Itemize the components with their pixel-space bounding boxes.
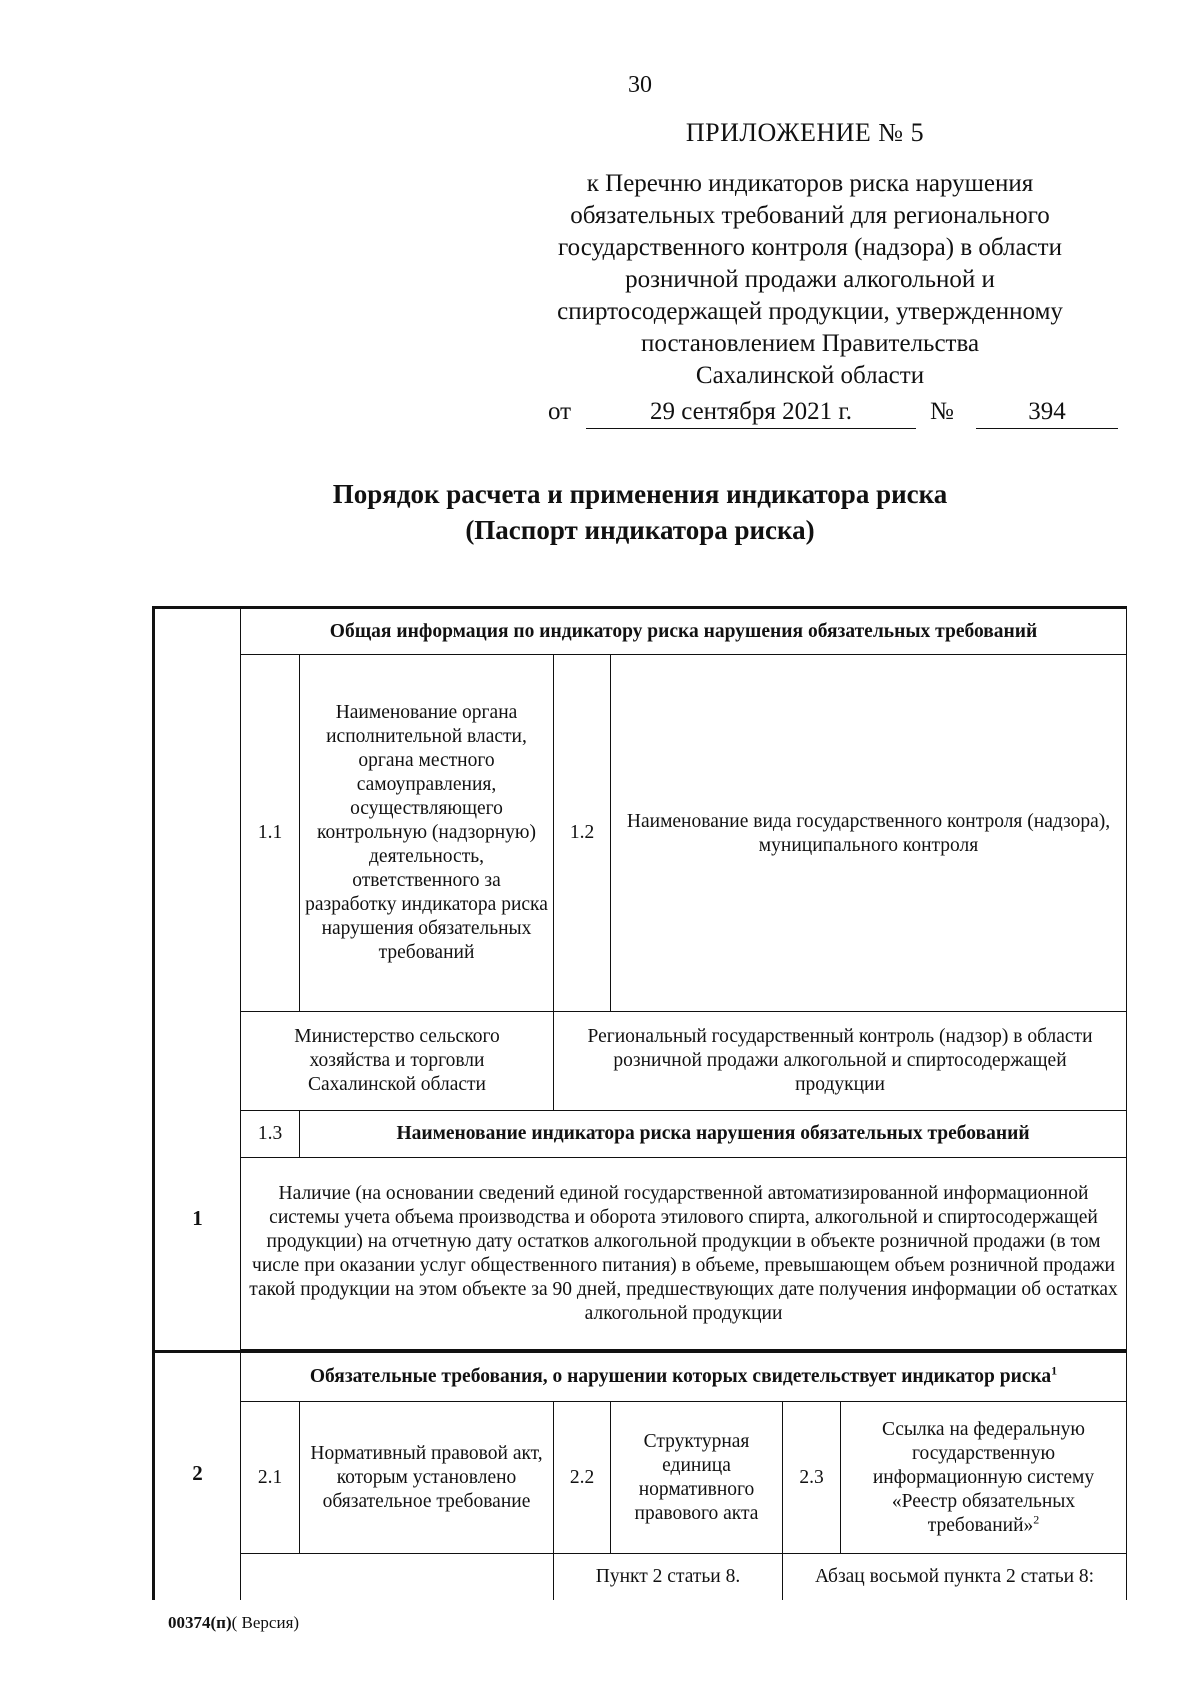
appendix-title: ПРИЛОЖЕНИЕ № 5	[685, 118, 925, 147]
item-2-1-label: Нормативный правовой акт, которым установлено обязательное требование	[300, 1402, 554, 1554]
footnote-marker: 2	[1033, 1512, 1040, 1526]
section2-number: 2	[154, 1352, 241, 1600]
appendix-line: к Перечню индикаторов риска нарушения	[586, 170, 1034, 197]
table-row	[154, 1158, 1127, 1350]
title-line: Порядок расчета и применения индикатора риска	[332, 479, 948, 509]
item-1-3-number: 1.3	[241, 1111, 300, 1158]
item-1-2-value: Региональный государственный контроль (надзор) в области розничной продажи алкогольной и спиртосодержащей продукции	[554, 1012, 1127, 1111]
item-2-1-value	[241, 1554, 554, 1600]
appendix-line: розничной продажи алкогольной и	[625, 266, 995, 293]
appendix-line: Сахалинской области	[695, 362, 925, 389]
item-1-1-number: 1.1	[241, 655, 300, 1012]
section2-heading	[241, 1352, 1127, 1402]
section2-heading-row	[154, 1352, 1127, 1402]
decree-number: 394	[976, 398, 1118, 429]
item-2-3-label	[841, 1402, 1127, 1554]
item-2-2-label: Структурная единица нормативного правового акта	[611, 1402, 783, 1554]
item-2-3-value: Абзац восьмой пункта 2 статьи 8:	[783, 1554, 1127, 1600]
item-1-2-label: Наименование вида государственного контроля (надзора), муниципального контроля	[611, 655, 1127, 1012]
item-1-2-number: 1.2	[554, 655, 611, 1012]
table-row	[154, 655, 1127, 1012]
item-2-2-value: Пункт 2 статьи 8.	[554, 1554, 783, 1600]
appendix-line: спиртосодержащей продукции, утвержденному	[557, 298, 1063, 325]
item-1-1-value: Министерство сельского хозяйства и торговли Сахалинской области	[241, 1012, 554, 1111]
title-line: (Паспорт индикатора риска)	[465, 515, 815, 545]
page-number: 30	[628, 72, 652, 98]
section1-number: 1	[154, 608, 241, 1352]
section1-heading-row	[154, 608, 1127, 655]
item-1-1-label: Наименование органа исполнительной власти, органа местного самоуправления, осуществляющего контрольную (надзорную) деятельность, ответственного за разработку индикатора риска нарушения обязательных требований	[300, 655, 554, 1012]
table-row	[154, 1554, 1127, 1600]
decree-reference	[548, 398, 1118, 432]
item-1-3-value: Наличие (на основании сведений единой государственной автоматизированной информационной системы учета объема производства и оборота этилового спирта, алкогольной и спиртосодержащей продукции) на отчетную дату остатков алкогольной продукции в объекте розничной продажи (в том числе при оказании услуг общественного питания) в объеме, превышающем объем розничной продажи такой продукции на этом объекте за 90 дней, предшествующих дате получения информации об остатках алкогольной продукции	[241, 1158, 1127, 1350]
item-2-1-number: 2.1	[241, 1402, 300, 1554]
item-2-2-number: 2.2	[554, 1402, 611, 1554]
item-1-3-label: Наименование индикатора риска нарушения обязательных требований	[300, 1111, 1127, 1158]
risk-indicator-passport-table	[152, 606, 1127, 1600]
item-2-3-number: 2.3	[783, 1402, 841, 1554]
number-sign: №	[930, 398, 954, 425]
appendix-line: обязательных требований для регионального	[570, 202, 1050, 229]
appendix-description	[520, 168, 1100, 392]
section2-heading-text: Обязательные требования, о нарушении которых свидетельствует индикатор риска	[309, 1366, 1052, 1387]
appendix-line: постановлением Правительства	[640, 330, 980, 357]
table-row	[154, 1012, 1127, 1111]
table-row	[154, 1402, 1127, 1554]
date-prefix: от	[548, 398, 572, 425]
footer-code	[168, 1613, 299, 1633]
appendix-line: государственного контроля (надзора) в области	[558, 234, 1062, 261]
footnote-marker: 1	[1051, 1363, 1058, 1378]
document-code: 00374(п)	[168, 1613, 232, 1632]
item-2-3-label-text: Ссылка на федеральную государственную информационную систему «Реестр обязательных требований»	[872, 1418, 1095, 1536]
section1-heading: Общая информация по индикатору риска нарушения обязательных требований	[241, 608, 1127, 655]
table-row	[154, 1111, 1127, 1158]
document-title	[150, 476, 1130, 548]
decree-date: 29 сентября 2021 г.	[586, 398, 916, 429]
version-label: ( Версия)	[231, 1613, 300, 1632]
